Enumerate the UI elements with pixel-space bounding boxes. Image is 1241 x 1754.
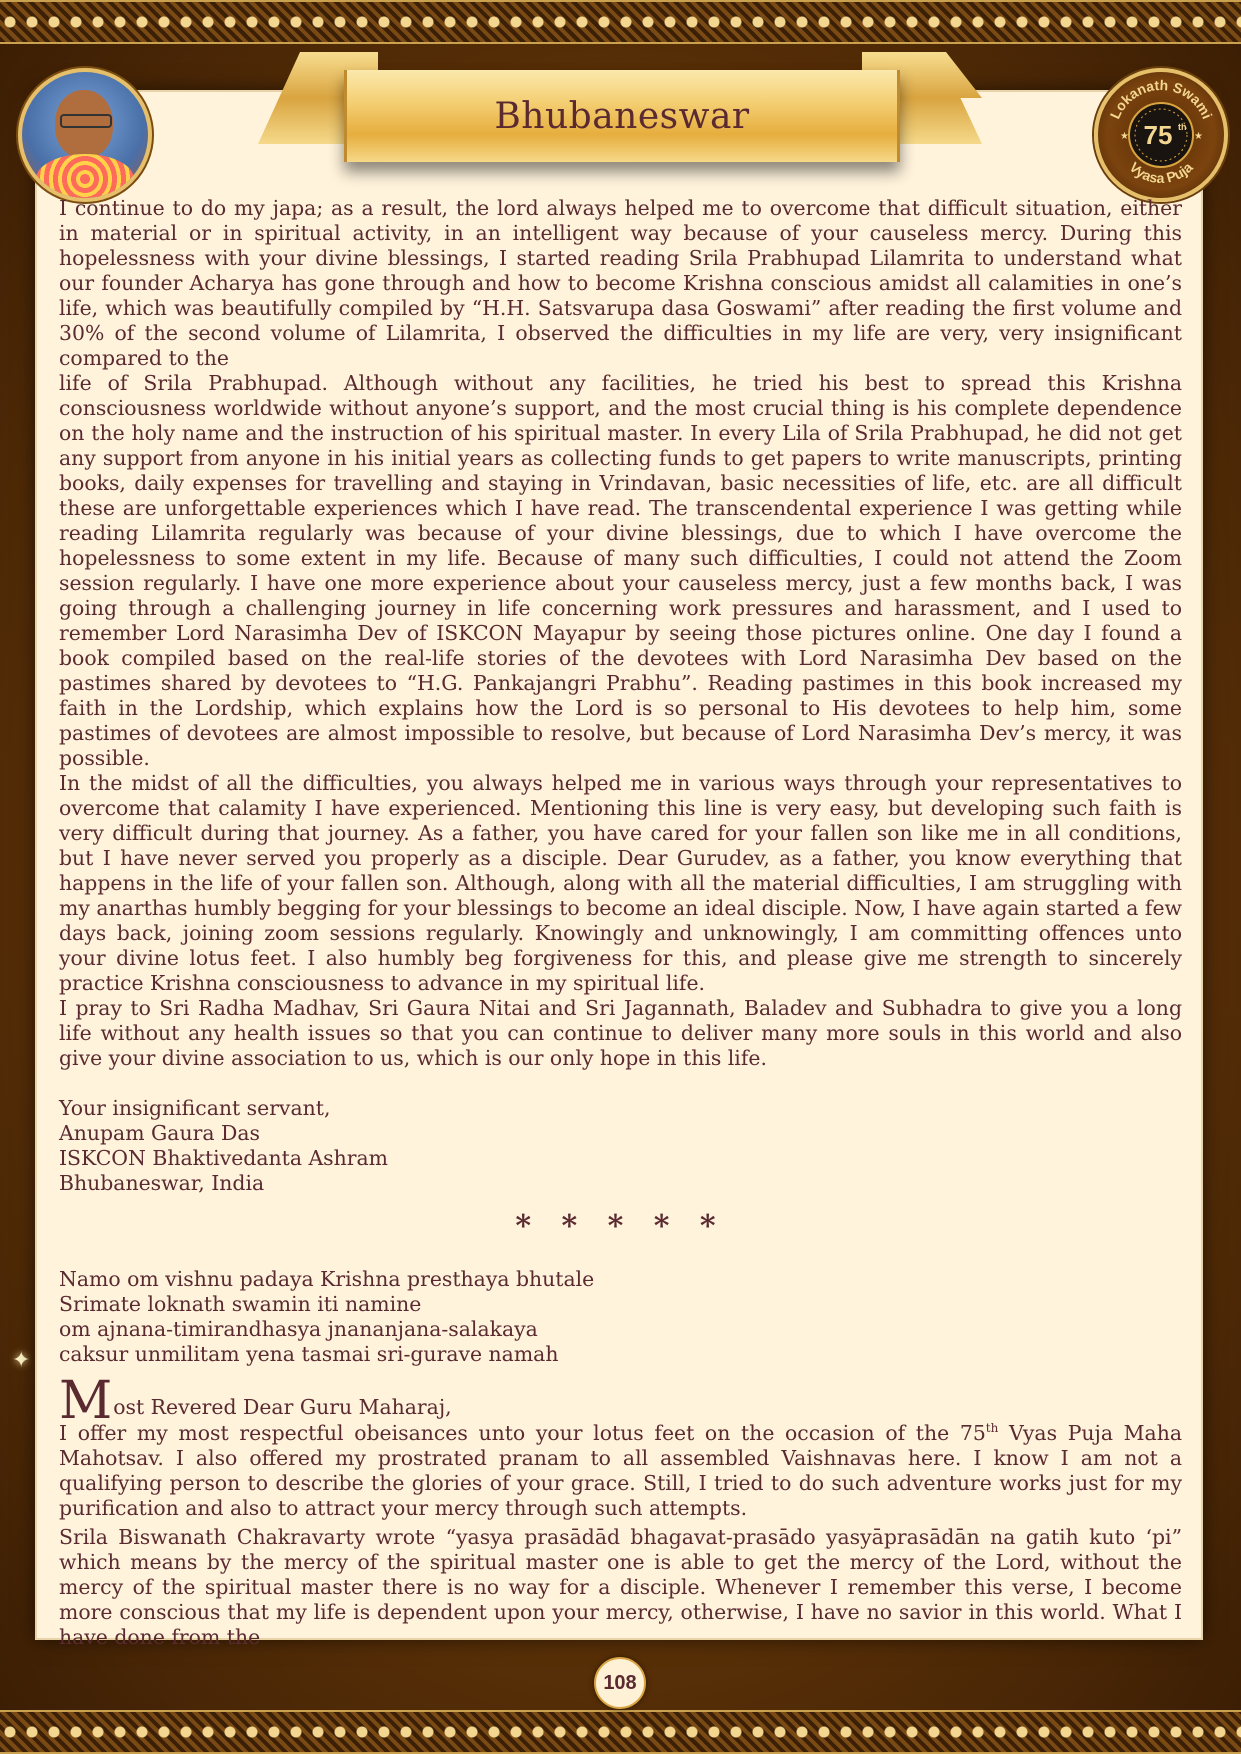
paragraph-3: In the midst of all the difficulties, you always helped me in various ways through your representatives to overcome that calamity I have experienced. Mentioning this line is very easy, but developing such faith is very difficult during that journey. As a father, you have cared for your fallen son like me in all conditions, but I have never served you properly as a disciple. Dear Gurudev, as a father, you know everything that happens in the life of your fallen son. Although, along with all the material difficulties, I am struggling with my anarthas humbly begging for your blessings to become an ideal disciple. Now, I have again started a few days back, joining zoom sessions regularly. Knowingly and unknowingly, I am committing offences unto your divine lotus feet. I also humbly beg forgiveness for this, and please give me strength to sincerely practice Krishna consciousness to advance in my spiritual life. [59, 771, 1182, 995]
signature-name: Anupam Gaura Das [59, 1121, 260, 1145]
signature-line-1: Your insignificant servant, [59, 1096, 331, 1120]
decorative-top-border [0, 0, 1241, 44]
glasses-shape [60, 114, 112, 128]
sparkle-icon: ✦ [12, 1348, 31, 1373]
garland-shape [36, 154, 134, 202]
salutation-text: ost Revered Dear Guru Maharaj, [113, 1395, 452, 1419]
verse-line-4: caksur unmilitam yena tasmai sri-gurave namah [59, 1342, 559, 1366]
second-letter-paragraph-2: Srila Biswanath Chakravarty wrote “yasya prasādād bhagavat-prasādo yasyāprasādān na gatih kuto ‘pi” which means by the mercy of the spiritual master one is able to get the mercy of the Lord, without the mercy of the spiritual master there is no way for a disciple. Whenever I remember this verse, I become more conscious that my life is dependent upon your mercy, otherwise, I have no savior in this world. What I have done from the [59, 1525, 1182, 1649]
paragraph-2: life of Srila Prabhupad. Although without any facilities, he tried his best to spread this Krishna consciousness worldwide without anyone’s support, and the most crucial thing is his complete dependence on the holy name and the instruction of his spiritual master. In every Lila of Srila Prabhupad, he did not get any support from anyone in his initial years as collecting funds to get papers to write manuscripts, printing books, daily expenses for travelling and staying in Vrindavan, basic necessities of life, etc. are all difficult these are unforgettable experiences which I have read. The transcendental experience I was getting while reading Lilamrita regularly was because of your divine blessings, due to which I have overcome the hopelessness to some extent in my life. Because of many such difficulties, I could not attend the Zoom session regularly. I have one more experience about your causeless mercy, just a few months back, I was going through a challenging journey in life concerning work pressures and harassment, and I used to remember Lord Narasimha Dev of ISKCON Mayapur by seeing those pictures online. One day I found a book compiled based on the real-life stories of the devotees with Lord Narasimha Dev based on the pastimes shared by devotees to “H.G. Pankajangri Prabhu”. Reading pastimes in this book increased my faith in the Lordship, which explains how the Lord is so personal to His devotees to help him, some pastimes of devotees are almost impossible to resolve, but because of Lord Narasimha Dev’s mercy, it was possible. [59, 371, 1182, 770]
verse-line-2: Srimate loknath swamin iti namine [59, 1292, 422, 1316]
svg-text:Lokanath Swami: Lokanath Swami [1106, 76, 1216, 122]
guru-portrait [18, 68, 152, 202]
seal-number: 75 [1143, 120, 1173, 150]
seal-graphic [1098, 72, 1224, 198]
svg-text:★: ★ [1194, 131, 1203, 142]
svg-text:Vyasa Puja: Vyasa Puja [1126, 158, 1196, 187]
paragraph-4: I pray to Sri Radha Madhav, Sri Gaura Nitai and Sri Jagannath, Baladev and Subhadra to give you a long life without any health issues so that you can continue to deliver many more souls in this world and also give your divine association to us, which is our only hope in this life. [59, 996, 1182, 1070]
page-number-badge [594, 1657, 646, 1709]
signature-organization: ISKCON Bhaktivedanta Ashram [59, 1146, 389, 1170]
dropcap-letter: M [59, 1371, 113, 1431]
decorative-bottom-border [0, 1710, 1241, 1754]
second-letter-paragraph-1: I offer my most respectful obeisances unto your lotus feet on the occasion of the 75th Vyas Puja Maha Mahotsav. I also offered my prostrated pranam to all assembled Vaishnavas here. I know I am not a qualifying person to describe the glories of your grace. Still, I tried to do such adventure works just for my purification and also to attract your mercy through such attempts. [59, 1421, 1182, 1520]
verse-line-1: Namo om vishnu padaya Krishna presthaya bhutale [59, 1267, 595, 1291]
title-banner [344, 70, 900, 162]
seal-suffix: th [1178, 122, 1187, 132]
page-number: 108 [603, 1671, 637, 1694]
separator-stars: * * * * * [515, 1209, 726, 1244]
salutation [59, 1371, 1182, 1431]
signature-location: Bhubaneswar, India [59, 1171, 265, 1195]
vyasa-puja-seal-logo [1094, 68, 1228, 202]
letter-content [59, 196, 1182, 1650]
paragraph-1: I continue to do my japa; as a result, the lord always helped me to overcome that difficult situation, either in material or in spiritual activity, in an intelligent way because of your causeless mercy. During this hopelessness with your divine blessings, I started reading Srila Prabhupad Lilamrita to understand what our founder Acharya has gone through and how to become Krishna conscious amidst all calamities in one’s life, which was beautifully compiled by “H.H. Satsvarupa dasa Goswami” after reading the first volume and 30% of the second volume of Lilamrita, I observed the difficulties in my life are very, very insignificant compared to the [59, 196, 1182, 370]
page-title: Bhubaneswar [494, 95, 750, 137]
verse-line-3: om ajnana-timirandhasya jnananjana-salakaya [59, 1317, 538, 1341]
svg-text:★: ★ [1120, 131, 1129, 142]
